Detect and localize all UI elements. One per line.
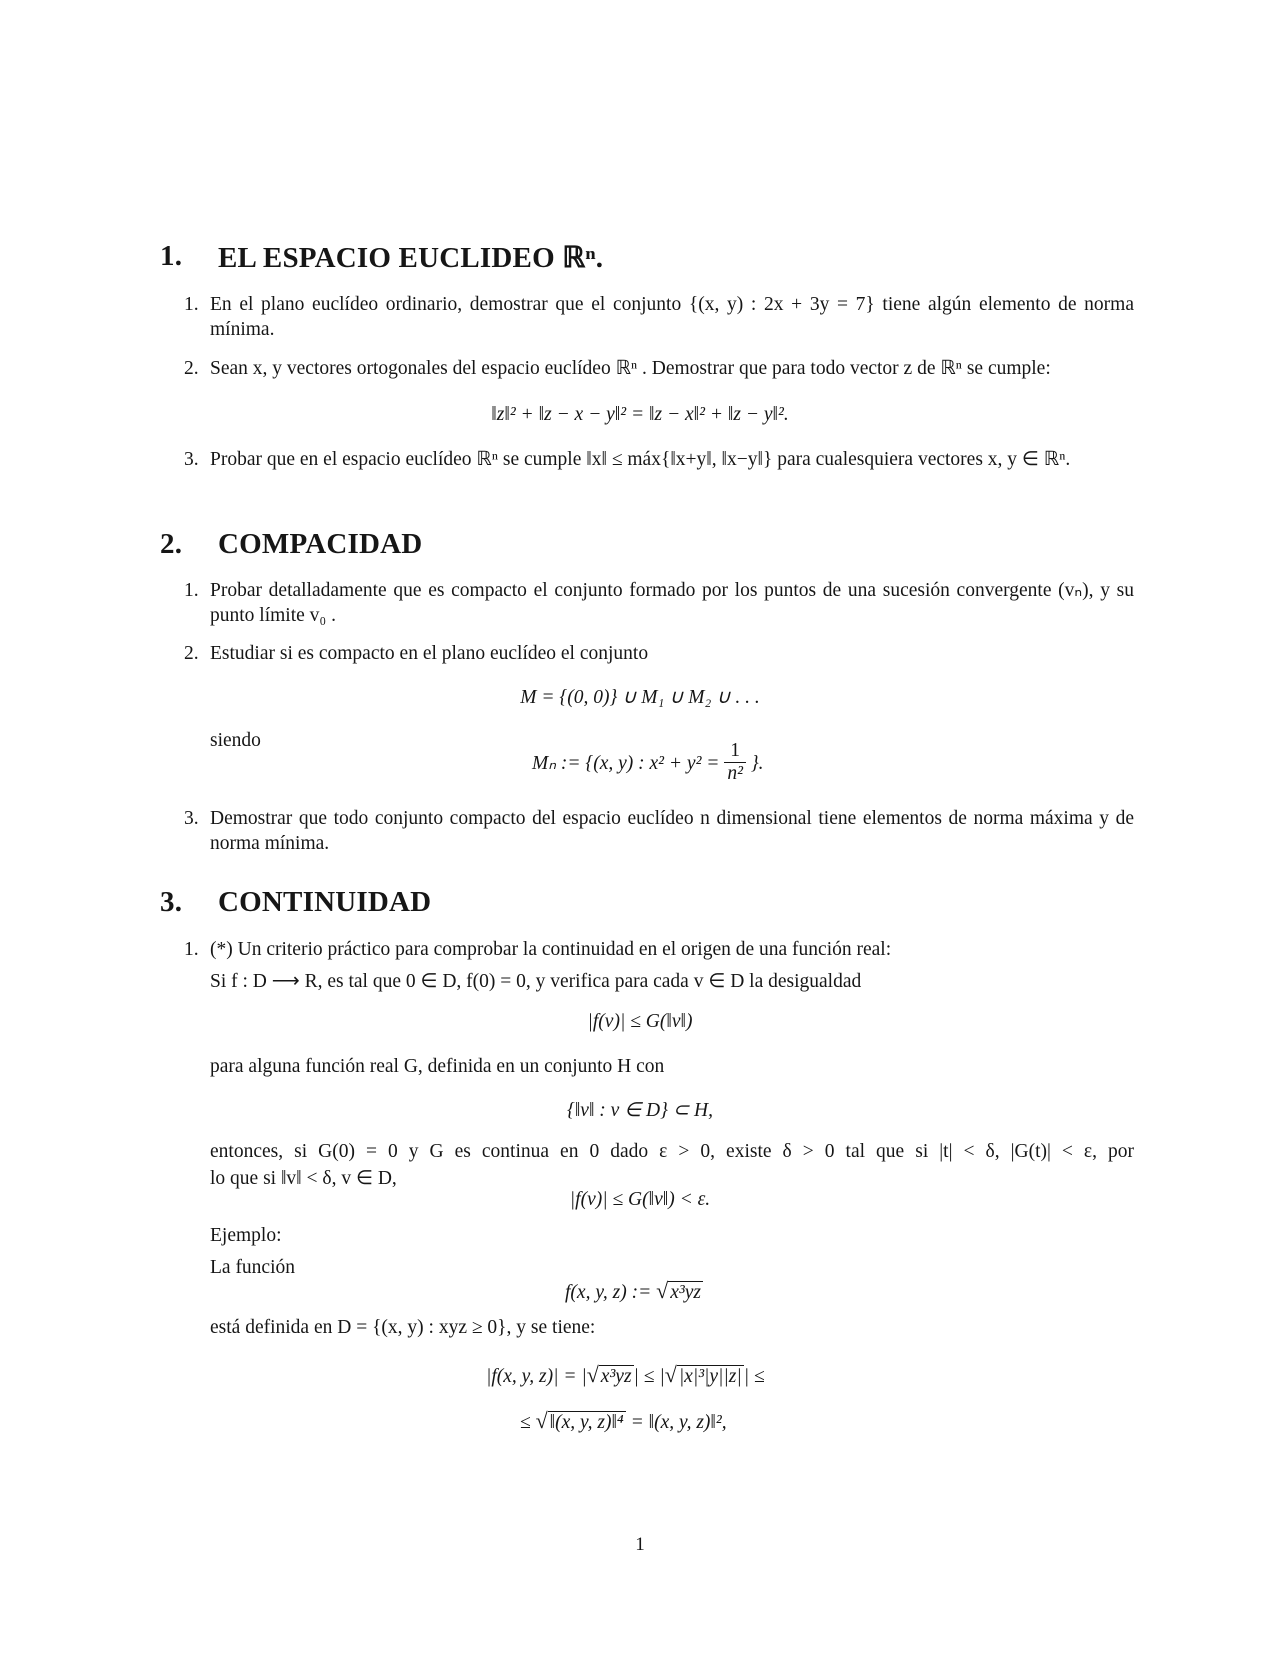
item-number: 1. bbox=[184, 939, 199, 960]
equation-subset: {‖v‖ : v ∈ D} ⊂ H, bbox=[567, 1100, 713, 1121]
radicand: x³yz bbox=[600, 1366, 632, 1387]
la-funcion-text: La función bbox=[210, 1257, 296, 1278]
sqrt-symbol: √ bbox=[535, 1408, 548, 1433]
equation-function-def bbox=[565, 1278, 703, 1304]
radicand: ‖(x, y, z)‖⁴ bbox=[549, 1412, 624, 1433]
item-text: En el plano euclídeo ordinario, demostrar que el conjunto {(x, y) : 2x + 3y = 7} tiene algún elemento de norma mínima. bbox=[210, 294, 1134, 340]
item-number: 1. bbox=[184, 294, 199, 315]
item-number: 3. bbox=[184, 808, 199, 829]
continuity-line-1: Si f : D ⟶ R, es tal que 0 ∈ D, f(0) = 0, y verifica para cada v ∈ D la desigualdad bbox=[210, 971, 862, 992]
section-title: COMPACIDAD bbox=[218, 528, 423, 560]
radicand: |x|³|y||z| bbox=[678, 1366, 742, 1387]
item-number: 3. bbox=[184, 449, 199, 470]
sqrt-symbol: √ bbox=[664, 1362, 677, 1387]
eq-part: Mₙ := {(x, y) : x² + y² = bbox=[532, 752, 720, 774]
eq-part: | ≤ | bbox=[633, 1366, 665, 1387]
equation-bound-1 bbox=[486, 1362, 765, 1388]
item-text: Demostrar que todo conjunto compacto del espacio euclídeo n dimensional tiene elementos de norma máxima y de norma mínima. bbox=[210, 808, 1134, 854]
section-number: 1. bbox=[160, 240, 183, 272]
equation-set-mn bbox=[532, 742, 764, 787]
eq-part: }. bbox=[750, 752, 764, 774]
item-text: Probar detalladamente que es compacto el conjunto formado por los puntos de una sucesión convergente (vₙ), y su punto límite v₀ . bbox=[210, 580, 1134, 626]
equation-inequality: |f(v)| ≤ G(‖v‖) bbox=[587, 1011, 693, 1032]
equation-set-m: M = {(0, 0)} ∪ M₁ ∪ M₂ ∪ . . . bbox=[520, 687, 760, 708]
page-number: 1 bbox=[635, 1534, 645, 1555]
siendo-text: siendo bbox=[210, 730, 261, 751]
continuity-line-3: entonces, si G(0) = 0 y G es continua en 0 dado ε > 0, existe δ > 0 tal que si |t| < δ, |G(t)| < ε, por bbox=[210, 1141, 1134, 1162]
equation-bound-2 bbox=[520, 1408, 727, 1434]
fraction-numerator: 1 bbox=[724, 740, 746, 763]
ejemplo-label: Ejemplo: bbox=[210, 1225, 282, 1246]
continuity-line-2: para alguna función real G, definida en un conjunto H con bbox=[210, 1056, 665, 1077]
section-title: EL ESPACIO EUCLIDEO ℝⁿ. bbox=[218, 242, 604, 274]
eq-part: |f(x, y, z)| = | bbox=[486, 1366, 587, 1387]
eq-part: = ‖(x, y, z)‖², bbox=[630, 1412, 727, 1433]
section-number: 2. bbox=[160, 528, 183, 560]
continuity-line-5: está definida en D = {(x, y) : xyz ≥ 0}, y se tiene: bbox=[210, 1317, 596, 1338]
item-number: 1. bbox=[184, 580, 199, 601]
fraction-denominator: n² bbox=[727, 763, 743, 784]
fraction bbox=[724, 740, 746, 785]
equation-orthogonal: ‖z‖² + ‖z − x − y‖² = ‖z − x‖² + ‖z − y‖². bbox=[491, 404, 789, 425]
eq-part: ≤ bbox=[520, 1412, 531, 1433]
item-text: (*) Un criterio práctico para comprobar la continuidad en el origen de una función real: bbox=[210, 939, 892, 960]
item-number: 2. bbox=[184, 643, 199, 664]
section-title: CONTINUIDAD bbox=[218, 886, 432, 918]
continuity-line-4: lo que si ‖v‖ < δ, v ∈ D, bbox=[210, 1168, 397, 1189]
item-text: Probar que en el espacio euclídeo ℝⁿ se cumple ‖x‖ ≤ máx{‖x+y‖, ‖x−y‖} para cualesquiera vectores x, y ∈ ℝⁿ. bbox=[210, 449, 1071, 470]
sqrt-symbol: √ bbox=[656, 1278, 669, 1303]
sqrt-symbol: √ bbox=[586, 1362, 599, 1387]
item-text: Sean x, y vectores ortogonales del espacio euclídeo ℝⁿ . Demostrar que para todo vector z de ℝⁿ se cumple: bbox=[210, 358, 1051, 379]
equation-epsilon: |f(v)| ≤ G(‖v‖) < ε. bbox=[569, 1189, 711, 1210]
item-number: 2. bbox=[184, 358, 199, 379]
item-text: Estudiar si es compacto en el plano euclídeo el conjunto bbox=[210, 643, 649, 664]
section-number: 3. bbox=[160, 886, 183, 918]
eq-part: | ≤ bbox=[743, 1366, 765, 1387]
eq-part: f(x, y, z) := bbox=[565, 1282, 652, 1303]
radicand: x³yz bbox=[670, 1282, 701, 1303]
